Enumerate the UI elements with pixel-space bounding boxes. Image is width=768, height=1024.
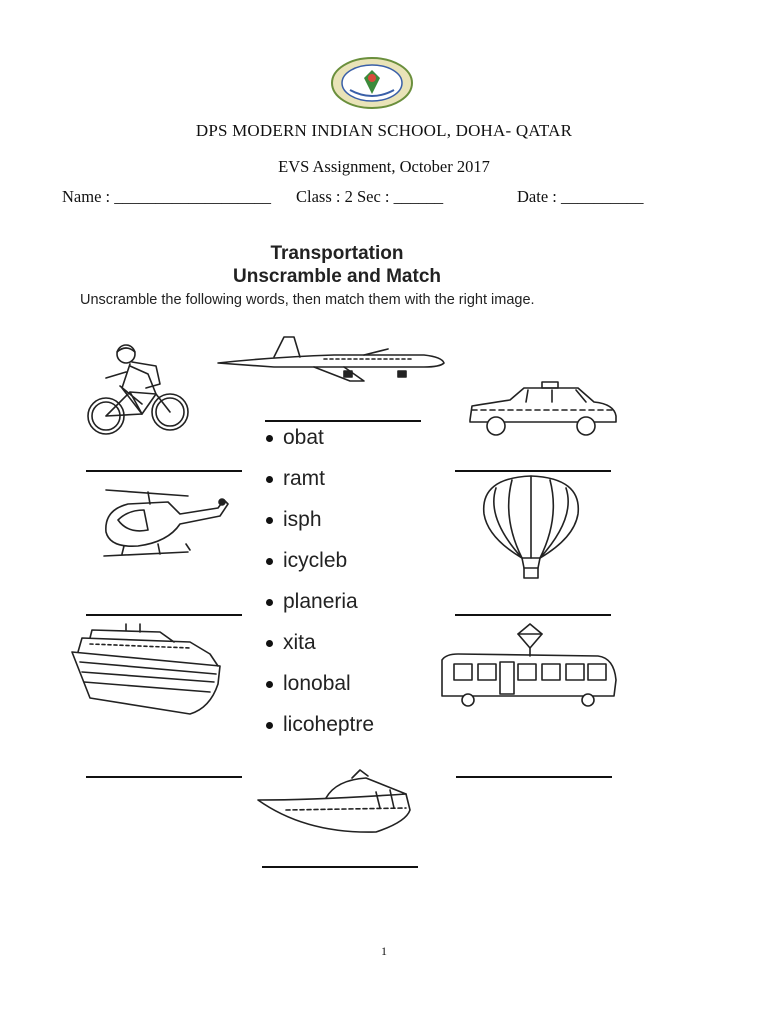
word-item (266, 467, 325, 491)
tram-image (438, 620, 622, 710)
word-item (266, 713, 374, 737)
assignment-title: EVS Assignment, October 2017 (278, 157, 490, 176)
title-line-1: Transportation (270, 243, 404, 264)
airplane-image (214, 335, 446, 383)
bullet-icon (266, 558, 273, 565)
answer-line[interactable] (86, 614, 242, 616)
word-item (266, 549, 347, 573)
word-text: ramt (283, 467, 325, 490)
answer-line[interactable] (455, 614, 611, 616)
word-item (266, 590, 358, 614)
word-item (266, 672, 351, 696)
school-name: DPS MODERN INDIAN SCHOOL, DOHA- QATAR (195, 121, 573, 140)
name-field[interactable]: Name : ___________________ (62, 187, 271, 206)
answer-line[interactable] (455, 470, 611, 472)
word-text: lonobal (283, 672, 351, 695)
answer-line[interactable] (262, 866, 418, 868)
word-item (266, 631, 316, 655)
bicycle-image (86, 344, 192, 438)
bullet-icon (266, 435, 273, 442)
word-item (266, 508, 322, 532)
bullet-icon (266, 681, 273, 688)
class-field[interactable]: Class : 2 Sec : ______ (296, 187, 444, 206)
bullet-icon (266, 517, 273, 524)
title-line-2: Unscramble and Match (233, 266, 441, 287)
date-field[interactable]: Date : __________ (517, 187, 644, 206)
word-text: obat (283, 426, 324, 449)
word-text: icycleb (283, 549, 348, 572)
answer-line[interactable] (456, 776, 612, 778)
word-text: xita (283, 631, 316, 654)
word-text: licoheptre (283, 713, 375, 736)
word-item (266, 426, 324, 450)
helicopter-image (98, 480, 234, 564)
speedboat-image (256, 770, 420, 840)
bullet-icon (266, 476, 273, 483)
bullet-icon (266, 640, 273, 647)
answer-line[interactable] (86, 776, 242, 778)
bullet-icon (266, 722, 273, 729)
school-logo (330, 56, 414, 110)
taxi-image (466, 380, 620, 438)
word-text: planeria (283, 590, 358, 613)
answer-line[interactable] (86, 470, 242, 472)
word-text: isph (283, 508, 322, 531)
bullet-icon (266, 599, 273, 606)
answer-line[interactable] (265, 420, 421, 422)
page-number: 1 (381, 944, 387, 958)
ship-image (70, 624, 234, 716)
worksheet-title (217, 242, 457, 288)
hot-air-balloon-image (478, 474, 584, 582)
instructions: Unscramble the following words, then match them with the right image. (80, 292, 535, 308)
